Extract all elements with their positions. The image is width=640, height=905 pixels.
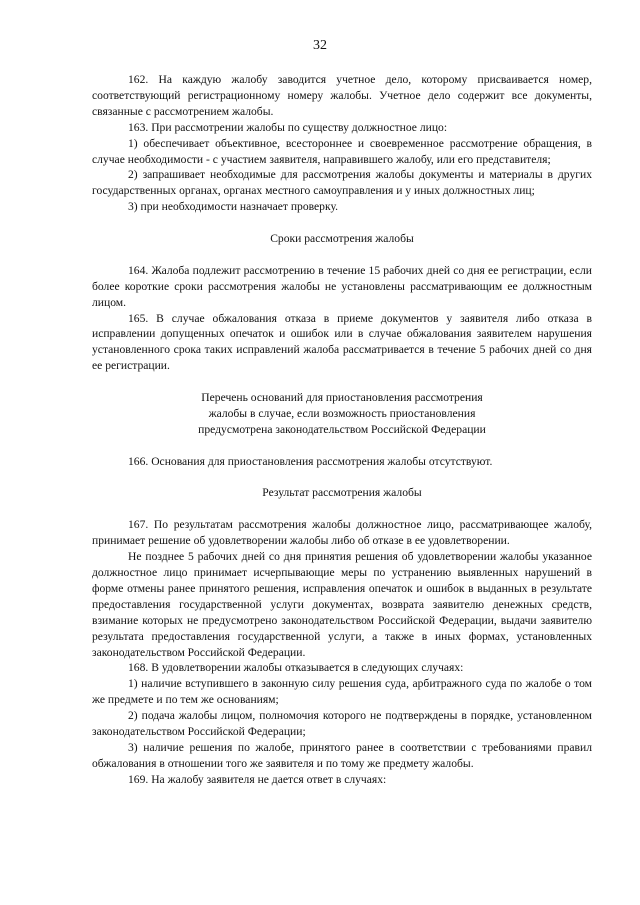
- paragraph-163-item-1: 1) обеспечивает объективное, всестороннее и своевременное рассмотрение обращения, в случае необходимости - с участием заявителя, направившего жалобу, или его представителя;: [92, 136, 592, 166]
- heading-review-terms: Сроки рассмотрения жалобы: [270, 232, 414, 246]
- paragraph-167-continued: Не позднее 5 рабочих дней со дня принятия решения об удовлетворении жалобы указанное должностное лицо принимает исчерпывающие меры по устранению выявленных нарушений в форме отмены ранее принятого решения, исправления опечаток и ошибок в выданных в результате предоставления государственной услуги документах, возврата заявителю денежных средств, взимание которых не предусмотрено законодательством Российской Федерации, выдачи заявителю результата предоставления государственной услуги, а также в иных формах, установленных законодательством Российской Федерации.: [92, 550, 592, 659]
- spacer: [92, 247, 592, 263]
- paragraph-168-item-2: 2) подача жалобы лицом, полномочия которого не подтверждены в порядке, установленном законодательством Российской Федерации;: [92, 709, 592, 739]
- heading-review-result: Результат рассмотрения жалобы: [262, 486, 422, 500]
- spacer: [92, 470, 592, 486]
- spacer: [92, 374, 592, 390]
- paragraph-166: 166. Основания для приостановления рассмотрения жалобы отсутствуют.: [128, 454, 493, 468]
- paragraph-168: 168. В удовлетворении жалобы отказывается в следующих случаях:: [128, 661, 464, 675]
- spacer: [92, 215, 592, 231]
- paragraph-162: 162. На каждую жалобу заводится учетное дело, которому присваивается номер, соответствующий регистрационному номеру жалобы. Учетное дело содержит все документы, связанные с рассмотрением жалобы.: [92, 73, 592, 118]
- heading-suspension-line-3: предусмотрена законодательством Российской Федерации: [198, 422, 486, 436]
- page-body: [92, 72, 592, 788]
- paragraph-168-item-1: 1) наличие вступившего в законную силу решения суда, арбитражного суда по жалобе о том же предмете и по тем же основаниям;: [92, 677, 592, 707]
- spacer: [92, 501, 592, 517]
- page-number: 32: [313, 38, 327, 53]
- heading-suspension-line-1: Перечень оснований для приостановления рассмотрения: [201, 391, 483, 405]
- spacer: [92, 438, 592, 454]
- paragraph-164: 164. Жалоба подлежит рассмотрению в течение 15 рабочих дней со дня ее регистрации, если более короткие сроки рассмотрения жалобы не установлены рассматривающим ее должностным лицом.: [92, 263, 592, 309]
- paragraph-163: 163. При рассмотрении жалобы по существу должностное лицо:: [128, 120, 448, 134]
- heading-suspension-line-2: жалобы в случае, если возможность приостановления: [208, 406, 476, 420]
- paragraph-168-item-3: 3) наличие решения по жалобе, принятого ранее в соответствии с требованиями правил обжалования в отношении того же заявителя и по тому же предмету жалобы.: [92, 740, 592, 770]
- paragraph-167: 167. По результатам рассмотрения жалобы должностное лицо, рассматривающее жалобу, принимает решение об удовлетворении жалобы либо об отказе в ее удовлетворении.: [92, 518, 592, 548]
- paragraph-163-item-2: 2) запрашивает необходимые для рассмотрения жалобы документы и материалы в других государственных органах, органах местного самоуправления и у иных должностных лиц;: [92, 168, 592, 198]
- paragraph-165: 165. В случае обжалования отказа в приеме документов у заявителя либо отказа в исправлении допущенных опечаток и ошибок или в случае обжалования заявителем нарушения установленного срока таких исправлений жалоба рассматривается в течение 5 рабочих дней со дня ее регистрации.: [92, 311, 592, 373]
- paragraph-169: 169. На жалобу заявителя не дается ответ в случаях:: [128, 772, 387, 786]
- paragraph-163-item-3: 3) при необходимости назначает проверку.: [128, 200, 338, 214]
